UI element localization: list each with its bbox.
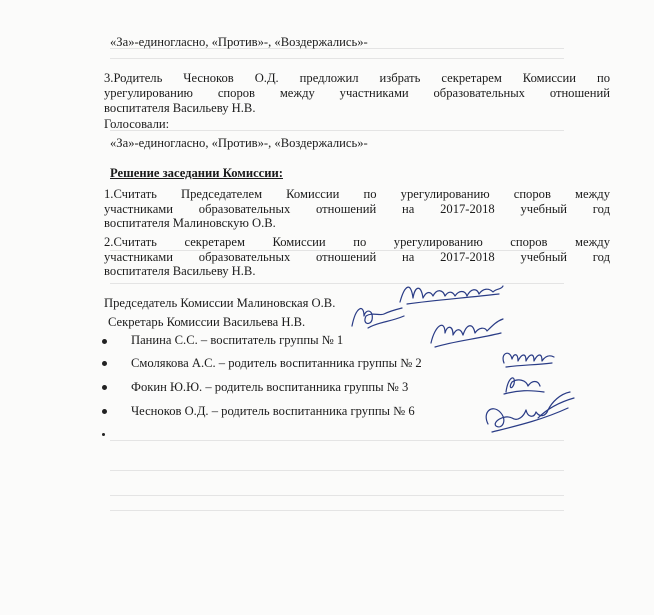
item-3-line-1: 3.Родитель Чесноков О.Д. предложил избрать секретарем Комиссии по <box>104 71 610 85</box>
bullet-icon <box>102 385 107 390</box>
bleed-through-line <box>110 440 564 441</box>
decision-1-line-1: 1.Считать Председателем Комиссии по урегулированию споров между <box>104 187 610 201</box>
bullet-icon <box>102 433 105 436</box>
bleed-through-line <box>110 510 564 511</box>
decision-1-line-2: участниками образовательных отношений на 2017-2018 учебный год <box>104 202 610 216</box>
chair-signature <box>395 280 505 310</box>
item-3-line-2: урегулированию споров между участниками образовательных отношений <box>104 86 610 100</box>
member-2-signature <box>498 345 556 371</box>
decision-2-line-3: воспитателя Васильеву Н.В. <box>104 264 256 278</box>
decision-heading: Решение заседании Комиссии: <box>110 166 283 180</box>
decision-2-line-2: участниками образовательных отношений на 2017-2018 учебный год <box>104 250 610 264</box>
item-3-line-3: воспитателя Васильеву Н.В. <box>104 101 256 115</box>
bleed-through-line <box>110 470 564 471</box>
vote-result-1: «За»-единогласно, «Против»-, «Воздержались»- <box>110 35 368 49</box>
member-3: Фокин Ю.Ю. – родитель воспитанника группы № 3 <box>131 380 409 394</box>
member-1-signature <box>425 315 505 351</box>
decision-2-line-1: 2.Считать секретарем Комиссии по урегулированию споров между <box>104 235 610 249</box>
member-4-signature <box>478 388 578 436</box>
secretary-signature-line: Секретарь Комиссии Васильева Н.В. <box>108 315 306 329</box>
member-4: Чесноков О.Д. – родитель воспитанника группы № 6 <box>131 404 415 418</box>
bleed-through-line <box>110 130 564 131</box>
bleed-through-line <box>110 58 564 59</box>
member-1: Панина С.С. – воспитатель группы № 1 <box>131 333 344 347</box>
chair-signature-line: Председатель Комиссии Малиновская О.В. <box>104 296 336 310</box>
vote-result-2: «За»-единогласно, «Против»-, «Воздержались»- <box>110 136 368 150</box>
member-2: Смолякова А.С. – родитель воспитанника группы № 2 <box>131 356 422 370</box>
bullet-icon <box>102 361 107 366</box>
bullet-icon <box>102 339 107 344</box>
decision-1-line-3: воспитателя Малиновскую О.В. <box>104 216 276 230</box>
voted-label: Голосовали: <box>104 117 170 131</box>
bleed-through-line <box>110 495 564 496</box>
bullet-icon <box>102 409 107 414</box>
secretary-signature <box>348 300 408 332</box>
